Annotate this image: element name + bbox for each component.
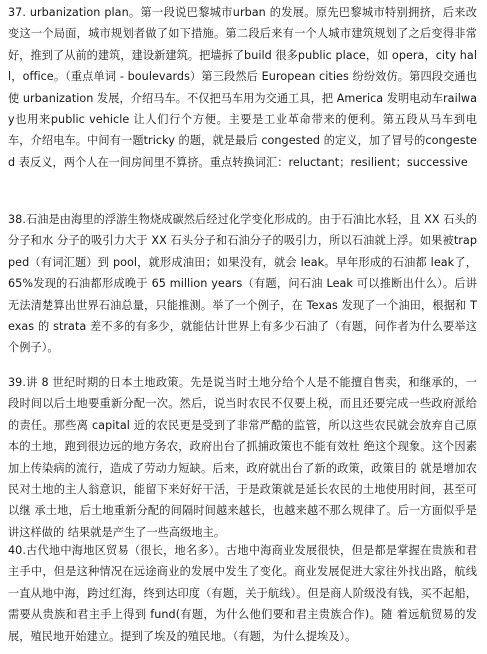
paragraph-40: 40.古代地中海地区贸易（很长，地名多）。古地中海商业发展很快，但是都是掌握在贵族和君主手中，但是这种情况在远途商业的发展中发生了变化。商业发展促进大家往外找出路，航线一直从地中海，跨过红海，终到达印度（有题，关于航线）。但是商人阶级没有钱，买不起船，需要从贵族和君主手上得到 fund(有题，为什么他们要和君主贵族合作)。随 着远航贸易的发展，殖民地开始建立。提到了埃及的殖民地。（有题，为什么提埃及）。	[8, 544, 477, 643]
paragraph-38: 38.石油是由海里的浮游生物烧成碳然后经过化学变化形成的。由于石油比水轻，且 XX 石头的分子和水 分子的吸引力大于 XX 石头分子和石油分子的吸引力，所以石油就上浮。如果被trapped（有词汇题）到 pool，就形成油田；如果没有，就会 leak。早年形成的石油都 leak了，65%发现的石油都形成晚于 65 million years（有题，问石油 Leak 可以推断出什么）。后讲无法清楚算出世界石油总量，只能推测。举了一个例子，在 Texas 发现了一个油田，根据和 Texas 的 strata 差不多的有多少，就能估计世界上有多少石油了（有题，问作者为什么要举这个例子）。	[8, 213, 477, 355]
paragraph-37: 37. urbanization plan。第一段说巴黎城市urban 的发展。原先巴黎城市特别拥挤，后来改变这一个局面，城市规划者做了如下措施。第二段后来有一个人城市建筑规划了之后变得非常好，推到了从前的建筑，建设新建筑。把墙拆了build 很多public place，如 opera，city hall，office。（重点单词 - boulevards）第三段然后 European cities 纷纷效仿。第四段交通也使 urbanization 发展，介绍马车。不仅把马车用为交通工具，把 America 发明电动车railway也用来public vehicle 让人们行个方便。主要是工业革命带来的便利。第五段从马车到电车，介绍电车。中间有一题tricky 的题，就是最后 congested 的定义，加了冒号的congested 表反义，两个人在一间房间里不算挤。重点转换词汇：reluctant；resilient；successive	[8, 6, 477, 169]
paragraph-39: 39.讲 8 世纪时期的日本土地政策。先是说当时土地分给个人是不能擅自售卖，和继承的，一段时间以后土地要重新分配一次。然后，说当时农民不仅要上税，而且还要完成一些政府派给的责任。那些离 capital 近的农民更是受到了非常严酷的监管，所以这些农民就会放弃自己原本的土地，跑到很边远的地方务农，政府出台了抓捕政策也不能有效杜 绝这个现象。这个因素加上传染病的流行，造成了劳动力短缺。后来，政府就出台了新的政策，政策目的 就是增加农民对土地的主人翁意识，能留下来好好干活，于是政策就是延长农民的土地使用时间，甚至可以继 承土地，后土地重新分配的间隔时间越来越长，也越来越不那么规律了。后一方面似乎是讲这样做的 结果就是产生了一些高级地主。	[8, 376, 477, 539]
